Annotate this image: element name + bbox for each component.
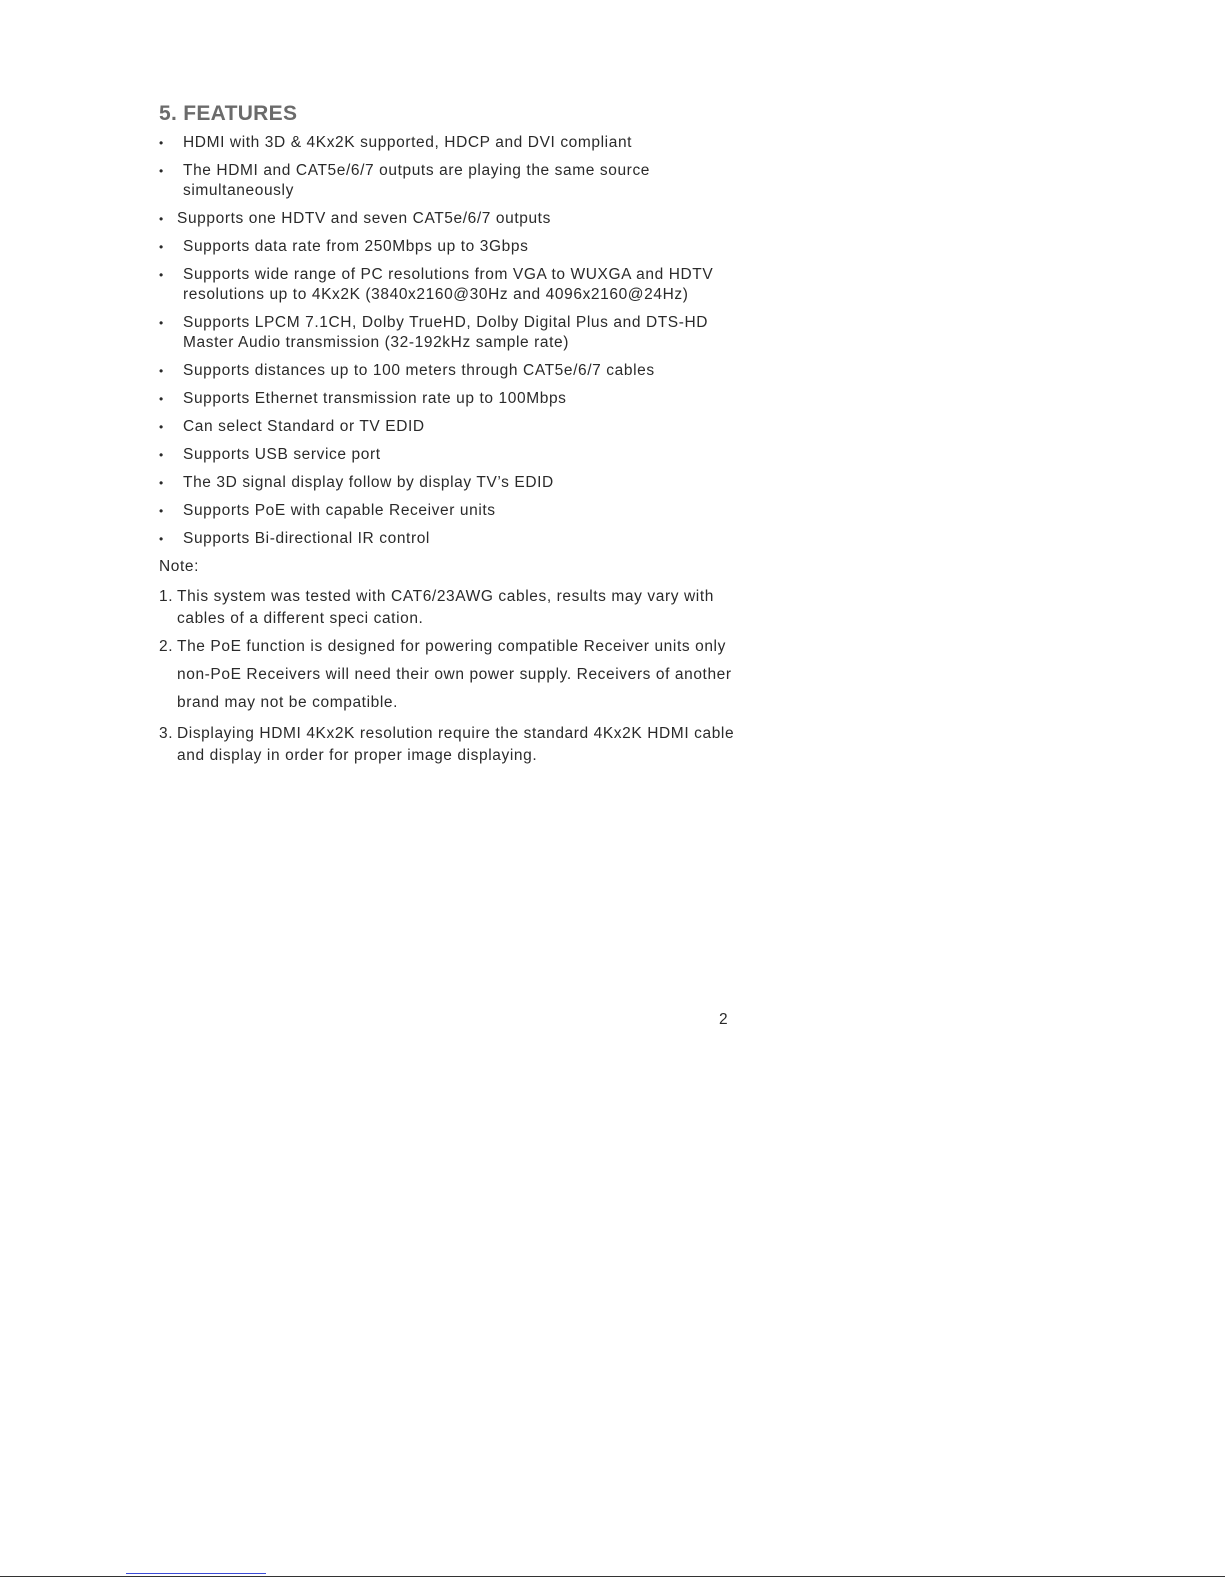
- note-label: Note:: [159, 558, 200, 575]
- section-title: 5. FEATURES: [159, 102, 298, 125]
- feature-item: [159, 161, 739, 201]
- feature-text: Supports PoE with capable Receiver units: [183, 502, 496, 519]
- bullet-icon: •: [159, 364, 164, 378]
- feature-item: [159, 529, 739, 549]
- feature-item: [159, 133, 739, 153]
- bullet-icon: •: [159, 136, 164, 150]
- feature-text: Supports LPCM 7.1CH, Dolby TrueHD, Dolby Digital Plus and DTS-HD Master Audio transmission (32-192kHz sample rate): [183, 314, 709, 351]
- feature-item: [159, 445, 739, 465]
- bullet-icon: •: [159, 448, 164, 462]
- note-item: [159, 723, 739, 767]
- feature-item: [159, 501, 739, 521]
- bullet-icon: •: [159, 392, 164, 406]
- feature-item: [159, 209, 739, 229]
- note-number: 2.: [159, 638, 174, 655]
- feature-text: Supports wide range of PC resolutions from VGA to WUXGA and HDTV resolutions up to 4Kx2K (3840x2160@30Hz and 4096x2160@24Hz): [183, 266, 714, 303]
- note-item: [159, 586, 739, 630]
- feature-item: [159, 313, 739, 353]
- feature-item: [159, 237, 739, 257]
- feature-text: Can select Standard or TV EDID: [183, 418, 425, 435]
- feature-text: Supports data rate from 250Mbps up to 3Gbps: [183, 238, 529, 255]
- footer-divider: [0, 1576, 1225, 1577]
- feature-text: The 3D signal display follow by display TV’s EDID: [183, 474, 554, 491]
- bullet-icon: •: [159, 268, 164, 282]
- feature-text: HDMI with 3D & 4Kx2K supported, HDCP and DVI compliant: [183, 134, 633, 151]
- bullet-icon: •: [159, 476, 164, 490]
- note-item: [159, 633, 739, 717]
- note-text: This system was tested with CAT6/23AWG cables, results may vary with cables of a different speci cation.: [177, 588, 714, 627]
- bullet-icon: •: [159, 420, 164, 434]
- feature-item: [159, 389, 739, 409]
- features-list: [159, 133, 739, 549]
- bullet-icon: •: [159, 240, 164, 254]
- feature-item: [159, 417, 739, 437]
- note-number: 1.: [159, 588, 174, 605]
- note-number: 3.: [159, 725, 174, 742]
- bullet-icon: •: [159, 212, 164, 226]
- feature-item: [159, 361, 739, 381]
- feature-item: [159, 473, 739, 493]
- bullet-icon: •: [159, 504, 164, 518]
- note-text: The PoE function is designed for powering compatible Receiver units only non-PoE Receivers will need their own power supply. Receivers of another brand may not be compatible.: [177, 638, 732, 711]
- footer-link-underline: [126, 1573, 266, 1574]
- bullet-icon: •: [159, 316, 164, 330]
- feature-item: [159, 265, 739, 305]
- note-text: Displaying HDMI 4Kx2K resolution require the standard 4Kx2K HDMI cable and display in order for proper image displaying.: [177, 725, 735, 764]
- feature-text: Supports Bi-directional IR control: [183, 530, 430, 547]
- bullet-icon: •: [159, 532, 164, 546]
- feature-text: The HDMI and CAT5e/6/7 outputs are playing the same source simultaneously: [183, 162, 651, 199]
- features-section: [159, 100, 739, 773]
- feature-text: Supports USB service port: [183, 446, 381, 463]
- feature-text: Supports distances up to 100 meters through CAT5e/6/7 cables: [183, 362, 655, 379]
- notes-list: [159, 586, 739, 767]
- bullet-icon: •: [159, 164, 164, 178]
- feature-text: Supports one HDTV and seven CAT5e/6/7 outputs: [177, 210, 551, 227]
- page-number: 2: [719, 1011, 728, 1028]
- feature-text: Supports Ethernet transmission rate up to 100Mbps: [183, 390, 567, 407]
